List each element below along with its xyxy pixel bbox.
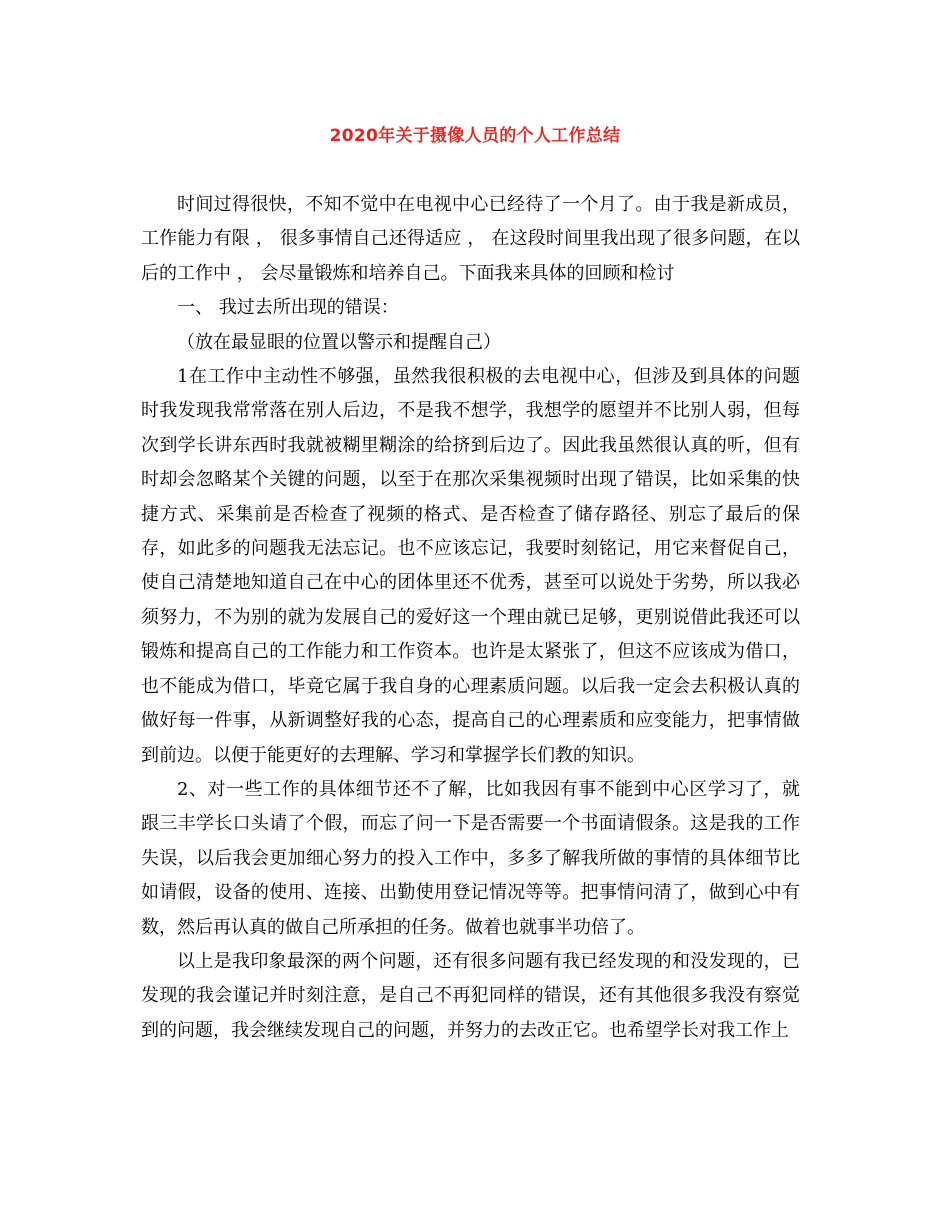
section-heading-errors: 一、 我过去所出现的错误： — [177, 297, 399, 319]
section-note: （放在最显眼的位置以警示和提醒自己） — [177, 331, 501, 353]
paragraph-item-1: 1在工作中主动性不够强，虽然我很积极的去电视中心，但涉及到具体的问题时我发现我常常落在别人后边，不是我不想学，我想学的愿望并不比别人弱，但每次到学长讲东西时我就被糊里糊涂的给挤到后边了。因此我虽然很认真的听，但有时却会忽略某个关键的问题，以至于在那次采集视频时出现了错误，比如采集的快捷方式、采集前是否检查了视频的格式、是否检查了储存路径、别忘了最后的保存，如此多的问题我无法忘记。也不应该忘记，我要时刻铭记，用它来督促自己，使自己清楚地知道自己在中心的团体里还不优秀，甚至可以说处于劣势，所以我必须努力，不为别的就为发展自己的爱好这一个理由就已足够，更别说借此我还可以锻炼和提高自己的工作能力和工作资本。也许是太紧张了，但这不应该成为借口，也不能成为借口，毕竟它属于我自身的心理素质问题。以后我一定会去积极认真的做好每一件事，从新调整好我的心态，提高自己的心理素质和应变能力，把事情做到前边。以便于能更好的去理解、学习和掌握学长们教的知识。 — [141, 366, 800, 766]
document-body — [141, 188, 800, 1048]
paragraph-intro: 时间过得很快，不知不觉中在电视中心已经待了一个月了。由于我是新成员，工作能力有限 ， 很多事情自己还得适应 ， 在这段时间里我出现了很多问题，在以后的工作中 ， 会尽量锻炼和培养自己。下面我来具体的回顾和检讨 — [141, 194, 800, 284]
paragraph-item-2: 2、对一些工作的具体细节还不了解，比如我因有事不能到中心区学习了，就跟三丰学长口头请了个假，而忘了问一下是否需要一个书面请假条。这是我的工作失误，以后我会更加细心努力的投入工作中，多多了解我所做的事情的具体细节比如请假，设备的使用、连接、出勤使用登记情况等等。把事情问清了，做到心中有数，然后再认真的做自己所承担的任务。做着也就事半功倍了。 — [141, 778, 800, 938]
document-title: 2020年关于摄像人员的个人工作总结 — [329, 126, 621, 146]
paragraph-summary: 以上是我印象最深的两个问题，还有很多问题有我已经发现的和没发现的，已发现的我会谨记并时刻注意，是自己不再犯同样的错误，还有其他很多我没有察觉到的问题，我会继续发现自己的问题，并努力的去改正它。也希望学长对我工作上 — [141, 950, 800, 1041]
